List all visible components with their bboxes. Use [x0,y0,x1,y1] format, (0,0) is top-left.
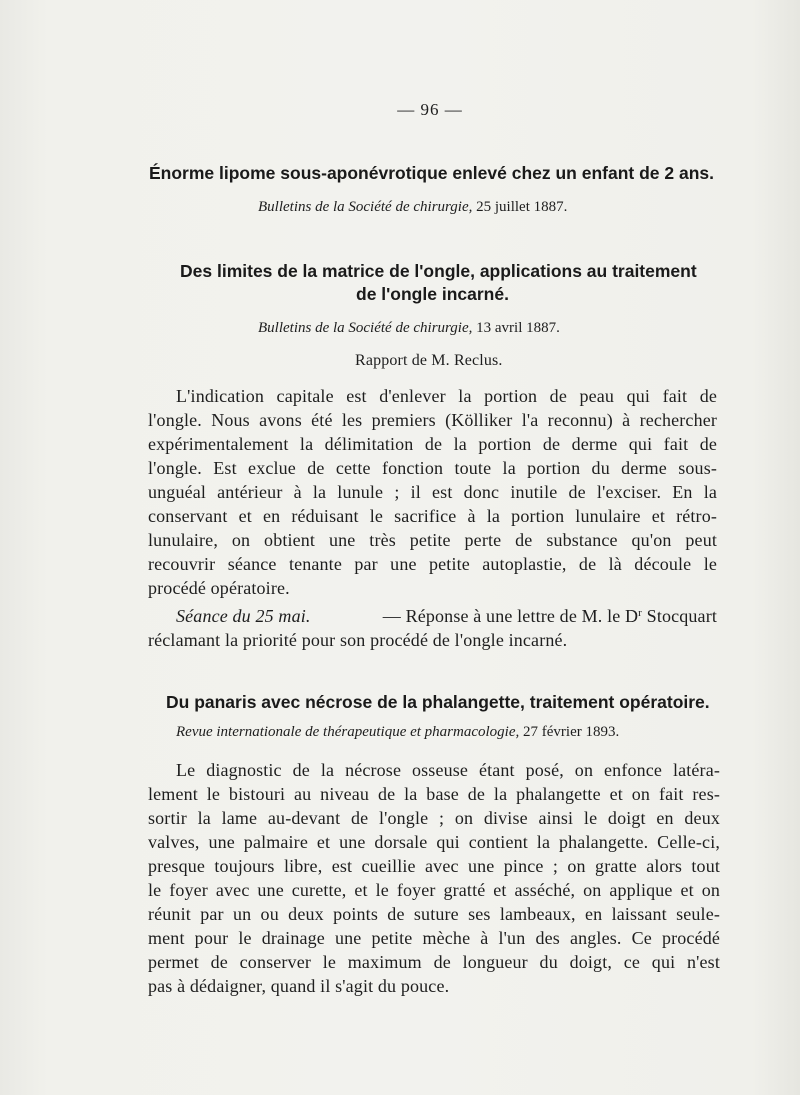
paragraph-line: conservant et en réduisant le sacrifice à la portion lunulaire et rétro- [148,506,717,526]
paragraph-line: lement le bistouri au niveau de la base de la phalangette et on fait res- [148,784,720,804]
page-number: — 96 — [397,100,463,119]
paragraph-line: ment pour le drainage une petite mèche à l'un des angles. Ce procédé [148,928,720,948]
paragraph-line: l'ongle. Nous avons été les premiers (Kölliker l'a reconnu) à rechercher [148,410,717,430]
paragraph-line: Le diagnostic de la nécrose osseuse étant posé, on enfonce latéra- [176,760,720,780]
article1-source-date: 25 juillet 1887. [476,199,568,215]
article1-title: Énorme lipome sous-aponévrotique enlevé chez un enfant de 2 ans. [149,163,714,183]
paragraph-line: procédé opératoire. [148,578,290,598]
article2-seance-line2: réclamant la priorité pour son procédé de l'ongle incarné. [148,630,568,650]
article2-source-date: 13 avril 1887. [476,320,560,336]
paragraph-line: pas à dédaigner, quand il s'agit du pouce. [148,976,450,996]
paragraph-line: L'indication capitale est d'enlever la portion de peau qui fait de [176,386,717,406]
seance-label: Séance du 25 mai. [176,606,311,626]
article3-source-journal: Revue internationale de thérapeutique et pharmacologie, [176,724,520,740]
paragraph-line: valves, une palmaire et une dorsale qui contient la phalangette. Celle-ci, [148,832,720,852]
article3-source-date: 27 février 1893. [523,724,620,740]
paragraph-line: permet de conserver le maximum de longueur du doigt, ce qui n'est [148,952,720,972]
paragraph-line: lunulaire, on obtient une très petite perte de substance qu'on peut [148,530,717,550]
doctor-superscript: r [638,607,642,619]
article2-source [258,320,560,337]
paragraph-line: le foyer avec une curette, et le foyer gratté et asséché, on applique et on [148,880,720,900]
seance-text: — Réponse à une lettre de M. le $D^r$ Stocquart [382,606,717,626]
paragraph-line: unguéal antérieur à la lunule ; il est donc inutile de l'exciser. En la [148,482,717,502]
paragraph-line: l'ongle. Est exclue de cette fonction toute la portion du derme sous- [148,458,717,478]
paragraph-line: presque toujours libre, est cueillie avec une pince ; on gratte alors tout [148,856,720,876]
article2-report: Rapport de M. Reclus. [355,352,503,369]
paragraph-line: recouvrir séance tenante par une petite autoplastie, de là découle le [148,554,717,574]
paragraph-line: sortir la lame au-devant de l'ongle ; on divise ainsi le doigt en deux [148,808,720,828]
article3-title: Du panaris avec nécrose de la phalangette, traitement opératoire. [166,692,710,712]
article3-source [176,724,619,741]
article2-title-line1: Des limites de la matrice de l'ongle, applications au traitement [180,261,697,281]
article1-source-journal: Bulletins de la Société de chirurgie, [258,199,473,215]
paragraph-line: expérimentalement la délimitation de la portion de derme qui fait de [148,434,717,454]
article2-title-line2: de l'ongle incarné. [356,284,509,304]
article1-source [258,199,567,216]
article2-source-journal: Bulletins de la Société de chirurgie, [258,320,473,336]
article2-seance-line1 [176,606,717,627]
paragraph-line: réunit par un ou deux points de suture ses lambeaux, en laissant seule- [148,904,720,924]
